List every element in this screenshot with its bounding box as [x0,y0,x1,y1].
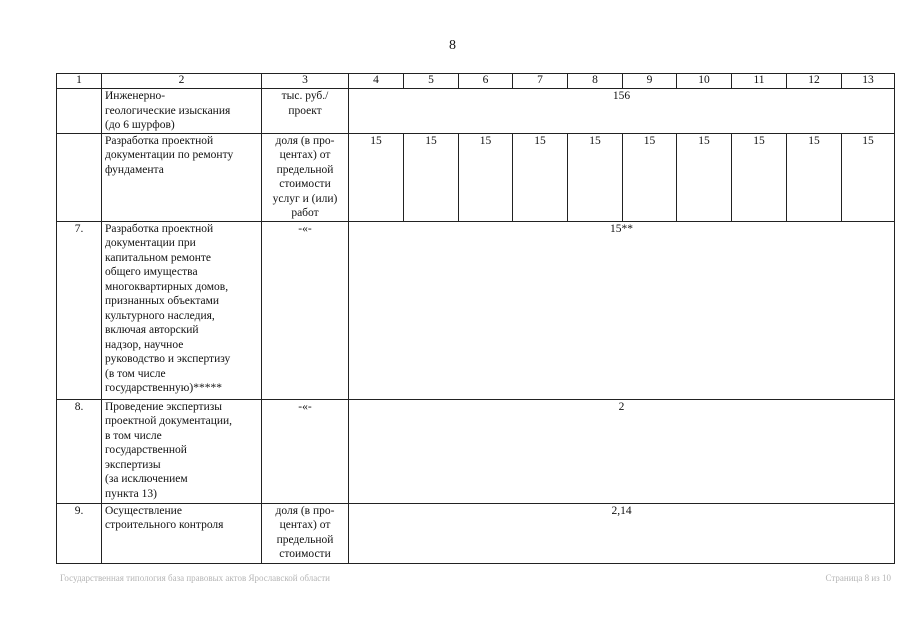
row-unit [262,89,349,134]
row-unit-line: центах) от [279,149,331,161]
header-cell: 3 [262,74,349,89]
row-name-line: пункта 13) [105,487,157,500]
table-row [57,89,895,134]
merged-value: 15** [349,221,895,399]
row-name [102,503,262,563]
row-name-line: документации при [105,237,196,249]
value-cell: 15 [623,133,677,221]
value-cell: 15 [349,133,404,221]
header-cell: 5 [404,74,459,89]
row-number: 8. [57,399,102,503]
value-cell: 15 [568,133,623,221]
table-row [57,399,895,503]
value-cell: 15 [459,133,513,221]
row-name [102,399,262,503]
row-name-line: государственную)***** [105,382,222,394]
row-unit-line: предельной [276,533,334,546]
row-unit-line: -«- [298,400,312,413]
header-cell: 13 [842,74,895,89]
row-name-line: проектной документации, [105,415,233,427]
row-name-line: надзор, научное [105,338,184,351]
row-name-line: Разработка проектной [105,134,214,147]
header-row [57,74,895,89]
row-name-line: строительного контроля [105,519,224,531]
row-name-line: культурного наследия, [105,309,215,322]
header-cell: 11 [732,74,787,89]
row-name [102,221,262,399]
row-number [57,89,102,134]
row-name-line: в том числе [105,429,162,442]
row-number [57,133,102,221]
page-number: 8 [449,38,456,53]
row-unit-line: услуг и (или) [272,192,338,205]
row-name-line: Разработка проектной [105,222,214,235]
row-name-line: документации по ремонту [105,149,234,161]
row-unit-line: тыс. руб./ [281,90,329,102]
row-name-line: общего имущества [105,266,198,278]
row-unit-line: предельной [276,163,334,176]
footer-page-count: Страница 8 из 10 [825,573,891,583]
row-name-line: фундамента [105,163,164,176]
row-name-line: многоквартирных домов, [105,280,229,293]
header-cell: 7 [513,74,568,89]
row-name-line: (в том числе [105,367,166,380]
row-name-line: Осуществление [105,504,182,517]
row-name-line: Проведение экспертизы [105,400,223,413]
row-unit [262,133,349,221]
row-name-line: руководство и экспертизу [105,353,231,365]
merged-value: 2 [349,399,895,503]
row-unit-line: -«- [298,222,312,235]
table-row [57,221,895,399]
merged-value: 156 [349,89,895,134]
row-name [102,89,262,134]
value-cell: 15 [787,133,842,221]
row-unit-line: стоимости [279,548,331,560]
header-cell: 2 [102,74,262,89]
row-unit [262,399,349,503]
value-cell: 15 [732,133,787,221]
row-unit-line: стоимости [279,178,331,190]
header-cell: 10 [677,74,732,89]
value-cell: 15 [404,133,459,221]
merged-value: 2,14 [349,503,895,563]
header-cell: 4 [349,74,404,89]
row-name-line: включая авторский [105,324,199,336]
row-unit [262,503,349,563]
footer-source: Государственная типология база правовых актов Ярославской области [60,573,330,583]
header-cell: 8 [568,74,623,89]
row-name-line: государственной [105,444,187,456]
row-name [102,133,262,221]
header-cell: 9 [623,74,677,89]
header-cell: 12 [787,74,842,89]
header-cell: 1 [57,74,102,89]
value-cell: 15 [677,133,732,221]
row-unit-line: доля (в про- [275,504,335,517]
tariff-table [56,73,895,564]
table-row [57,133,895,221]
row-number: 9. [57,503,102,563]
row-unit-line: работ [291,207,319,219]
table-row [57,503,895,563]
row-name-line: признанных объектами [105,295,220,307]
row-name-line: (за исключением [105,473,188,485]
row-unit-line: проект [288,104,322,117]
row-unit-line: доля (в про- [275,134,335,147]
row-unit [262,221,349,399]
row-name-line: (до 6 шурфов) [105,119,175,131]
row-name-line: Инженерно- [105,90,166,102]
row-number: 7. [57,221,102,399]
header-cell: 6 [459,74,513,89]
row-name-line: экспертизы [105,458,161,471]
value-cell: 15 [513,133,568,221]
row-unit-line: центах) от [279,519,331,531]
row-name-line: геологические изыскания [105,104,231,117]
value-cell: 15 [842,133,895,221]
row-name-line: капитальном ремонте [105,251,212,264]
